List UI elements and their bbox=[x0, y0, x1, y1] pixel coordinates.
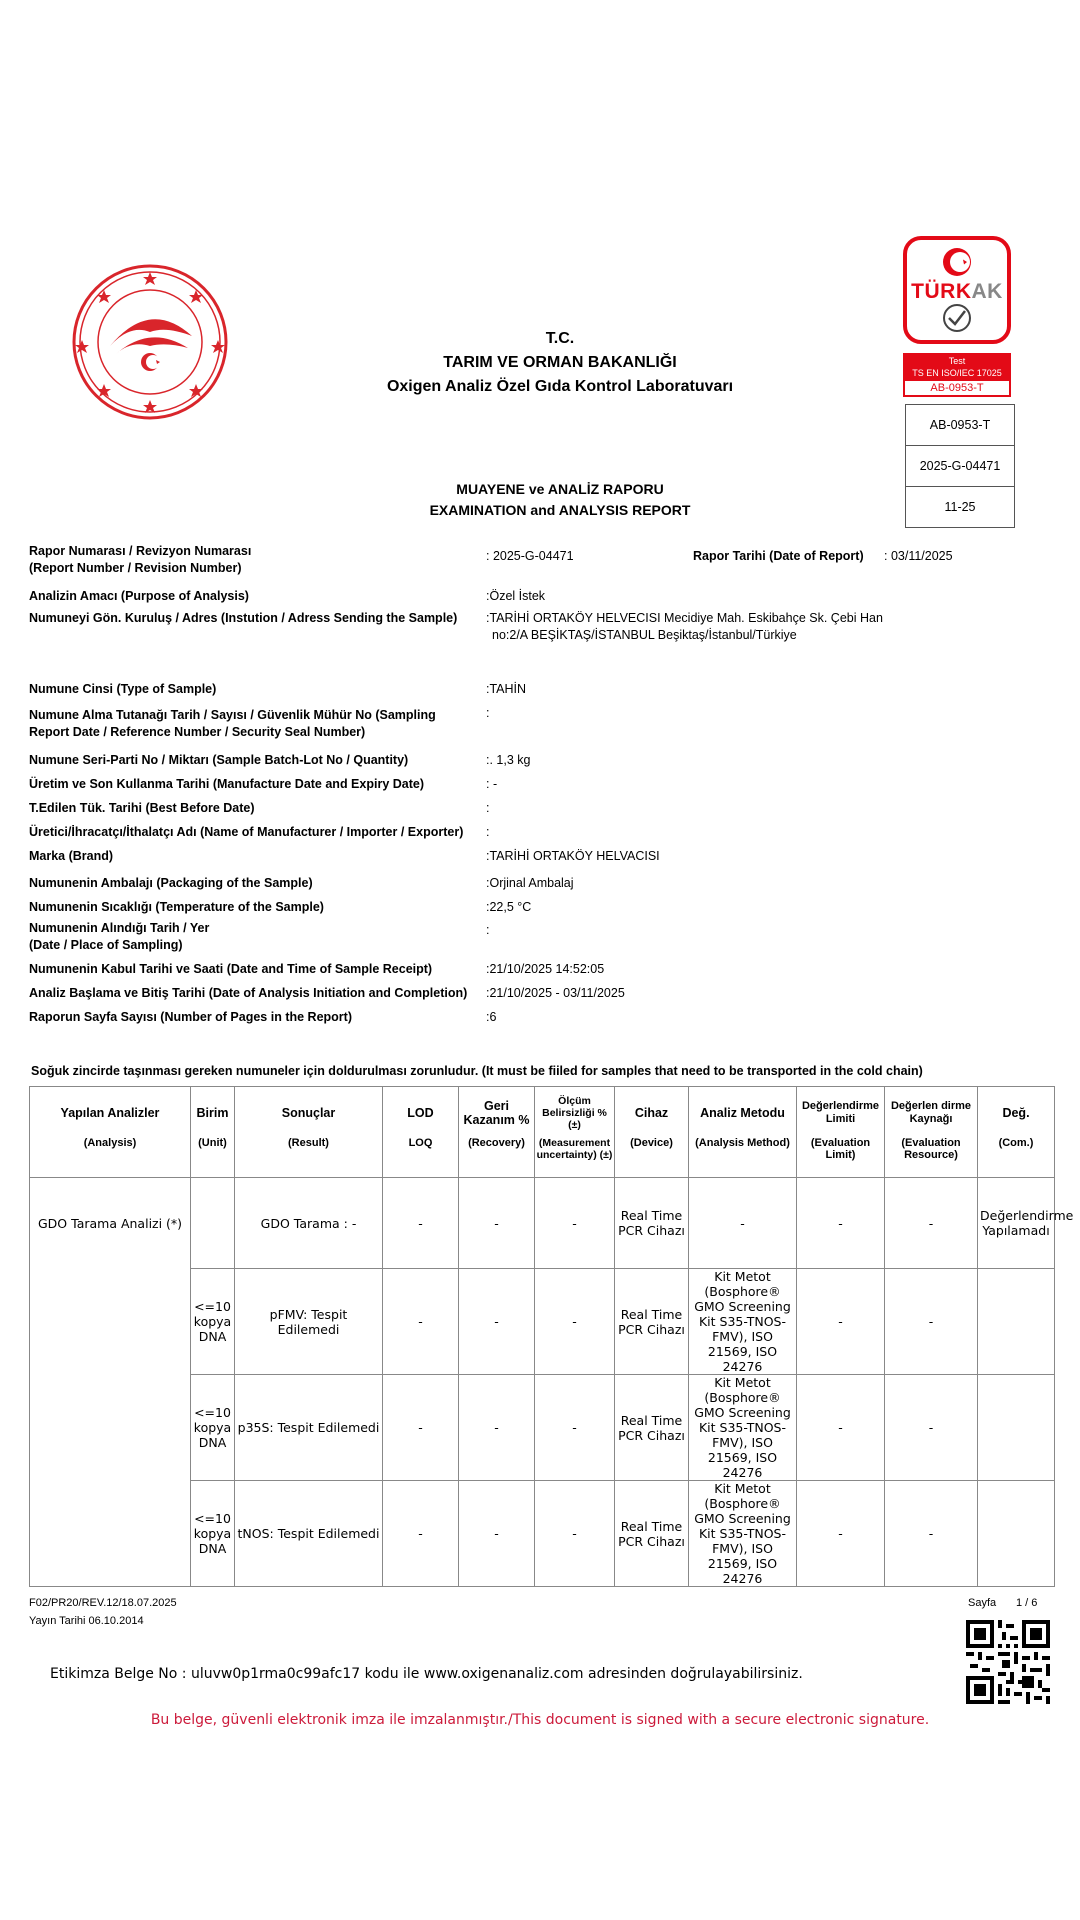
field-value-batch: :. 1,3 kg bbox=[486, 753, 531, 767]
field-value-manufacture: : - bbox=[486, 777, 498, 791]
report-title-tr: MUAYENE ve ANALİZ RAPORU bbox=[456, 481, 664, 497]
cell-comment bbox=[978, 1375, 1055, 1481]
field-value-best-before: : bbox=[486, 801, 490, 815]
col-header-analysis: Yapılan Analizler (Analysis) bbox=[30, 1087, 191, 1178]
field-label-page-count: Raporun Sayfa Sayısı (Number of Pages in the Report) bbox=[29, 1010, 352, 1024]
report-date-value: : 03/11/2025 bbox=[884, 549, 953, 563]
cell-recovery: - bbox=[459, 1375, 535, 1481]
cell-limit: - bbox=[797, 1481, 885, 1587]
col-header-eval-resource: Değerlen dirme Kaynağı (Evaluation Resource) bbox=[885, 1087, 978, 1178]
cell-uncertainty: - bbox=[535, 1178, 615, 1269]
field-value-packaging: :Orjinal Ambalaj bbox=[486, 876, 574, 890]
turkak-accreditation-logo bbox=[903, 236, 1011, 397]
cell-lod: - bbox=[383, 1178, 459, 1269]
col-header-method: Analiz Metodu (Analysis Method) bbox=[689, 1087, 797, 1178]
cell-resource: - bbox=[885, 1178, 978, 1269]
cell-unit: <=10 kopya DNA bbox=[191, 1269, 235, 1375]
turkak-name-gray: AK bbox=[971, 280, 1003, 303]
cell-unit: <=10 kopya DNA bbox=[191, 1481, 235, 1587]
turkak-standard: TS EN ISO/IEC 17025 bbox=[912, 368, 1002, 378]
cell-device: Real Time PCR Cihazı bbox=[615, 1178, 689, 1269]
cell-lod: - bbox=[383, 1481, 459, 1587]
col-header-result: Sonuçlar (Result) bbox=[235, 1087, 383, 1178]
cell-result: p35S: Tespit Edilemedi bbox=[235, 1375, 383, 1481]
report-number-label-en: (Report Number / Revision Number) bbox=[29, 561, 242, 575]
electronic-signature-note: Bu belge, güvenli elektronik imza ile imzalanmıştır./This document is signed with a secure electronic signature. bbox=[150, 1712, 930, 1728]
report-number-value: : 2025-G-04471 bbox=[486, 549, 574, 563]
field-label-analysis-dates: Analiz Başlama ve Bitiş Tarihi (Date of Analysis Initiation and Completion) bbox=[29, 986, 468, 1000]
field-label-manufacture: Üretim ve Son Kullanma Tarihi (Manufacture Date and Expiry Date) bbox=[29, 777, 424, 791]
col-header-device: Cihaz (Device) bbox=[615, 1087, 689, 1178]
col-header-recovery: Geri Kazanım % (Recovery) bbox=[459, 1087, 535, 1178]
field-label-batch: Numune Seri-Parti No / Miktarı (Sample Batch-Lot No / Quantity) bbox=[29, 753, 409, 767]
col-header-uncertainty: Ölçüm Belirsizliği % (±) (Measurement uncertainty) (±) bbox=[535, 1087, 615, 1178]
cell-device: Real Time PCR Cihazı bbox=[615, 1269, 689, 1375]
cell-recovery: - bbox=[459, 1269, 535, 1375]
cell-method: Kit Metot (Bosphore® GMO Screening Kit S35-TNOS-FMV), ISO 21569, ISO 24276 bbox=[689, 1481, 797, 1587]
cell-uncertainty: - bbox=[535, 1375, 615, 1481]
cell-analysis bbox=[30, 1269, 191, 1375]
col-header-eval-limit: Değerlendirme Limiti (Evaluation Limit) bbox=[797, 1087, 885, 1178]
verification-qr-code[interactable] bbox=[966, 1620, 1050, 1704]
field-value-purpose: :Özel İstek bbox=[486, 589, 546, 603]
cell-result: pFMV: Tespit Edilemedi bbox=[235, 1269, 383, 1375]
field-value-sampling-place: : bbox=[486, 923, 490, 937]
field-label-sender: Numuneyi Gön. Kuruluş / Adres (Instution / Adress Sending the Sample) bbox=[29, 611, 458, 625]
col-header-unit: Birim (Unit) bbox=[191, 1087, 235, 1178]
field-value-brand: :TARİHİ ORTAKÖY HELVACISI bbox=[486, 849, 660, 863]
field-value-analysis-dates: :21/10/2025 - 03/11/2025 bbox=[486, 986, 625, 1000]
field-label-manufacturer: Üretici/İhracatçı/İthalatçı Adı (Name of Manufacturer / Importer / Exporter) bbox=[29, 825, 464, 839]
code-period: 11-25 bbox=[944, 500, 976, 514]
field-label-purpose: Analizin Amacı (Purpose of Analysis) bbox=[29, 589, 249, 603]
cell-limit: - bbox=[797, 1375, 885, 1481]
field-label-sample-type: Numune Cinsi (Type of Sample) bbox=[29, 682, 217, 696]
cell-analysis bbox=[30, 1481, 191, 1587]
verification-note: Etikimza Belge No : uluvw0p1rma0c99afc17 kodu ile www.oxigenanaliz.com adresinden doğrulayabilirsiniz. bbox=[50, 1666, 803, 1682]
code-report-number: 2025-G-04471 bbox=[906, 446, 1014, 487]
field-label-best-before: T.Edilen Tük. Tarihi (Best Before Date) bbox=[29, 801, 255, 815]
cell-comment bbox=[978, 1481, 1055, 1587]
cell-comment bbox=[978, 1269, 1055, 1375]
header-lab: Oxigen Analiz Özel Gıda Kontrol Laboratuvarı bbox=[386, 378, 734, 395]
field-label-receipt: Numunenin Kabul Tarihi ve Saati (Date and Time of Sample Receipt) bbox=[29, 962, 433, 976]
cell-method: Kit Metot (Bosphore® GMO Screening Kit S35-TNOS-FMV), ISO 21569, ISO 24276 bbox=[689, 1269, 797, 1375]
table-row bbox=[30, 1481, 1055, 1587]
page-number: 1 / 6 bbox=[1016, 1597, 1038, 1609]
turkak-test: Test bbox=[948, 356, 966, 366]
field-value-sampling-report: : bbox=[486, 706, 490, 720]
cell-result: GDO Tarama : - bbox=[235, 1178, 383, 1269]
field-label-sampling-place: Numunenin Alındığı Tarih / Yer bbox=[29, 921, 210, 935]
field-value-sender: :TARİHİ ORTAKÖY HELVECISI Mecidiye Mah. Eskibahçe Sk. Çebi Han bbox=[486, 611, 883, 625]
cell-limit: - bbox=[797, 1269, 885, 1375]
cell-resource: - bbox=[885, 1481, 978, 1587]
cell-comment: Değerlendirme Yapılamadı bbox=[978, 1178, 1055, 1269]
analysis-results-table bbox=[29, 1086, 1074, 1587]
cell-analysis bbox=[30, 1375, 191, 1481]
field-label-packaging: Numunenin Ambalajı (Packaging of the Sample) bbox=[29, 876, 313, 890]
report-title-en: EXAMINATION and ANALYSIS REPORT bbox=[429, 502, 691, 518]
cell-method: Kit Metot (Bosphore® GMO Screening Kit S35-TNOS-FMV), ISO 21569, ISO 24276 bbox=[689, 1375, 797, 1481]
field-value-manufacturer: : bbox=[486, 825, 490, 839]
field-label-sampling-report: Numune Alma Tutanağı Tarih / Sayısı / Güvenlik Mühür No (Sampling bbox=[29, 708, 436, 722]
field-label-sampling-report-line2: Report Date / Reference Number / Security Seal Number) bbox=[29, 725, 366, 739]
table-row bbox=[30, 1178, 1055, 1269]
turkak-code: AB-0953-T bbox=[903, 379, 1011, 397]
cell-device: Real Time PCR Cihazı bbox=[615, 1481, 689, 1587]
field-value-sample-type: :TAHİN bbox=[486, 682, 527, 696]
field-label-temperature: Numunenin Sıcaklığı (Temperature of the Sample) bbox=[29, 900, 324, 914]
table-header-row bbox=[30, 1087, 1055, 1178]
cell-device: Real Time PCR Cihazı bbox=[615, 1375, 689, 1481]
cell-resource: - bbox=[885, 1269, 978, 1375]
field-label-sampling-place-line2: (Date / Place of Sampling) bbox=[29, 938, 183, 952]
cold-chain-note: Soğuk zincirde taşınması gereken numuneler için doldurulması zorunludur. (It must be fiiled for samples that need to be transported in the cold chain) bbox=[31, 1064, 923, 1078]
cell-uncertainty: - bbox=[535, 1269, 615, 1375]
ministry-seal-logo bbox=[70, 262, 230, 422]
col-header-lod: LOD LOQ bbox=[383, 1087, 459, 1178]
cell-unit: <=10 kopya DNA bbox=[191, 1375, 235, 1481]
cell-lod: - bbox=[383, 1269, 459, 1375]
cell-limit: - bbox=[797, 1178, 885, 1269]
code-accreditation: AB-0953-T bbox=[906, 405, 1014, 446]
cell-recovery: - bbox=[459, 1178, 535, 1269]
publish-date: Yayın Tarihi 06.10.2014 bbox=[29, 1615, 144, 1627]
header-tc: T.C. bbox=[545, 330, 575, 347]
report-date-label: Rapor Tarihi (Date of Report) bbox=[693, 549, 864, 563]
cell-resource: - bbox=[885, 1375, 978, 1481]
cell-analysis: GDO Tarama Analizi (*) bbox=[30, 1178, 191, 1269]
col-header-comment: Değ. (Com.) bbox=[978, 1087, 1055, 1178]
field-value-temperature: :22,5 °C bbox=[486, 900, 532, 914]
cell-unit bbox=[191, 1178, 235, 1269]
table-row bbox=[30, 1269, 1055, 1375]
page-label: Sayfa bbox=[968, 1597, 997, 1609]
cell-lod: - bbox=[383, 1375, 459, 1481]
table-row bbox=[30, 1375, 1055, 1481]
field-value-receipt: :21/10/2025 14:52:05 bbox=[486, 962, 605, 976]
turkak-name-red: TÜRK bbox=[911, 280, 972, 303]
header-ministry: TARIM VE ORMAN BAKANLIĞI bbox=[443, 354, 677, 371]
cell-result: tNOS: Tespit Edilemedi bbox=[235, 1481, 383, 1587]
cell-uncertainty: - bbox=[535, 1481, 615, 1587]
report-number-label: Rapor Numarası / Revizyon Numarası bbox=[29, 544, 252, 558]
report-code-box bbox=[905, 404, 1015, 528]
field-value-sender-line2: no:2/A BEŞİKTAŞ/İSTANBUL Beşiktaş/İstanbul/Türkiye bbox=[492, 628, 797, 642]
cell-method: - bbox=[689, 1178, 797, 1269]
field-value-page-count: :6 bbox=[486, 1010, 497, 1024]
form-code: F02/PR20/REV.12/18.07.2025 bbox=[29, 1597, 177, 1609]
turkak-test-banner bbox=[903, 353, 1011, 379]
cell-recovery: - bbox=[459, 1481, 535, 1587]
field-label-brand: Marka (Brand) bbox=[29, 849, 114, 863]
